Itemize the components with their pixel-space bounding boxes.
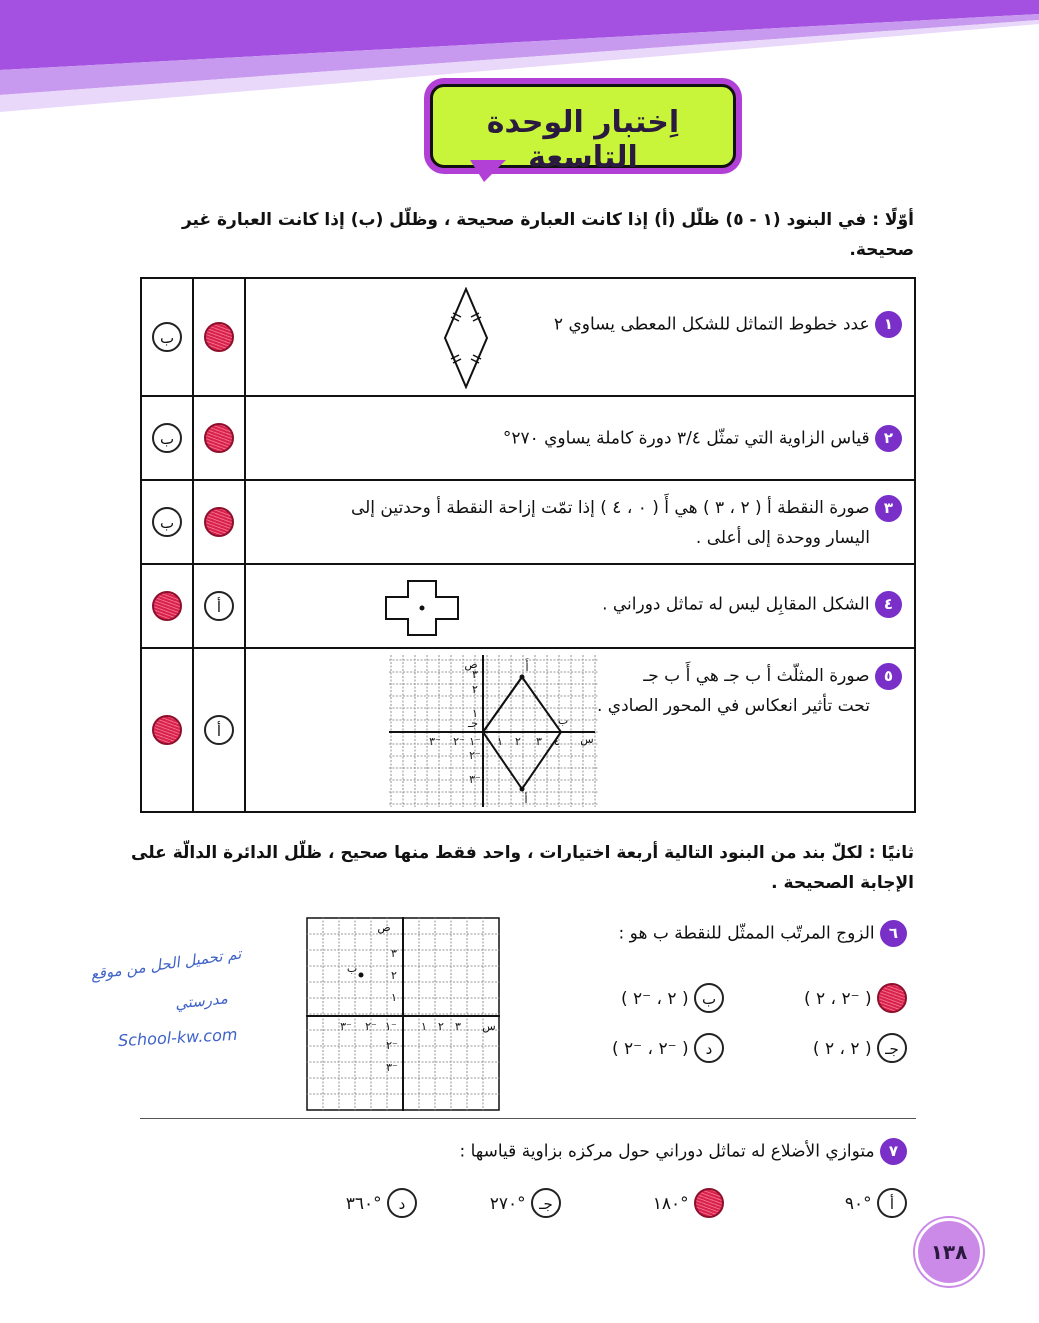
q6-number: ٦ — [880, 920, 907, 947]
q7-option-d[interactable] — [346, 1188, 417, 1218]
q7-text: متوازي الأضلاع له تماثل دوراني حول مركزه بزاوية قياسها : — [459, 1141, 875, 1162]
tick-x-1: ١ — [497, 735, 503, 748]
divider — [140, 1118, 916, 1119]
q6-tick-y1: ١ — [391, 991, 397, 1004]
q6-tick-xn3: ⁻٣ — [340, 1020, 352, 1033]
q7-option-a[interactable] — [845, 1188, 907, 1218]
tick-y-1: ١ — [472, 707, 478, 720]
point-c: جـ — [467, 717, 479, 730]
triangle-reflection-graph — [389, 655, 599, 807]
q7-value-c: °٢٧٠ — [489, 1194, 526, 1214]
tick-yn-2: ⁻٢ — [469, 749, 481, 762]
section1-line1: أوّلًا : في البنود (١ - ٥) ظلّل (أ) إذا كانت العبارة صحيحة ، وظلّل (ب) إذا كانت العبارة غير — [181, 210, 914, 230]
statement-cell — [245, 648, 915, 812]
option-b-cell[interactable] — [141, 564, 193, 648]
tick-xn-1: ⁻١ — [469, 735, 481, 748]
option-a-bubble[interactable]: أ — [204, 591, 234, 621]
tick-y-2: ٢ — [472, 683, 478, 696]
q6-tick-x2: ٢ — [438, 1020, 444, 1033]
q6-value-a: ( ⁻٢ ، ٢ ) — [803, 989, 872, 1009]
q7-value-d: °٣٦٠ — [345, 1194, 382, 1214]
section2-line1: ثانيًا : لكلّ بند من البنود التالية أربعة اختيارات ، واحد فقط منها صحيح ، ظلّل الدائرة الدالّة على — [131, 843, 914, 863]
section1-instruction — [114, 205, 914, 265]
banner-tail — [470, 160, 506, 182]
q7-bubble-b[interactable] — [694, 1188, 724, 1218]
tick-x-4: ٤ — [554, 735, 560, 748]
q6-tick-y3: ٣ — [391, 947, 397, 960]
q7-option-c[interactable] — [490, 1188, 561, 1218]
statement-text-2: اليسار ووحدة إلى أعلى . — [695, 528, 870, 548]
watermark-line1: تم تحميل الحل من موقع — [89, 944, 243, 984]
table-row — [141, 480, 915, 564]
q6-text: الزوج المرتّب الممثّل للنقطة ب هو : — [618, 923, 875, 944]
option-a-bubble[interactable] — [204, 507, 234, 537]
section2-line2: الإجابة الصحيحة . — [771, 873, 914, 893]
q6-axis-y: ص — [377, 921, 391, 934]
point-a-prime: أَ — [525, 661, 529, 674]
option-b-bubble[interactable]: ب — [152, 507, 182, 537]
q6-tick-x3: ٣ — [455, 1020, 461, 1033]
section2-instruction — [114, 838, 914, 898]
q7-bubble-a[interactable]: أ — [877, 1188, 907, 1218]
q6-option-a[interactable] — [804, 983, 907, 1013]
statement-text: صورة المثلّث أ ب جـ هي أَ ب جـ — [643, 666, 870, 686]
q6-bubble-c[interactable]: جـ — [877, 1033, 907, 1063]
q6-option-d[interactable] — [612, 1033, 724, 1063]
tick-y-3: ٣ — [472, 668, 478, 681]
q7-bubble-d[interactable]: د — [387, 1188, 417, 1218]
statement-text: قياس الزاوية التي تمثّل ٣/٤ دورة كاملة يساوي ٢٧٠° — [502, 428, 870, 449]
option-b-bubble[interactable] — [152, 715, 182, 745]
item-number: ١ — [875, 311, 902, 338]
table-row — [141, 564, 915, 648]
q6-tick-y2: ٢ — [391, 969, 397, 982]
item-number: ٥ — [875, 663, 902, 690]
rhombus-figure — [441, 287, 491, 389]
q7-question — [459, 1138, 907, 1165]
cross-figure — [384, 579, 460, 637]
q6-bubble-a[interactable] — [877, 983, 907, 1013]
q6-value-b: ( ٢ ، ⁻٢ ) — [620, 989, 689, 1009]
q6-value-d: ( ⁻٢ ، ⁻٢ ) — [611, 1039, 689, 1059]
statement-cell — [245, 480, 915, 564]
q6-option-c[interactable] — [813, 1033, 907, 1063]
option-b-bubble[interactable]: ب — [152, 322, 182, 352]
page-title: اِختبار الوحدة التاسعة — [486, 105, 680, 175]
q6-graph — [306, 917, 500, 1111]
option-a-cell[interactable] — [193, 480, 245, 564]
title-banner — [430, 84, 736, 175]
option-b-cell[interactable] — [141, 396, 193, 480]
tick-xn-3: ⁻٣ — [429, 735, 441, 748]
item-number: ٤ — [875, 591, 902, 618]
section1-line2: صحيحة. — [849, 240, 914, 260]
option-b-cell[interactable] — [141, 278, 193, 396]
q6-tick-x1: ١ — [421, 1020, 427, 1033]
q6-question — [619, 920, 907, 947]
axis-x-label: س — [580, 733, 594, 746]
q6-tick-yn2: ⁻٢ — [386, 1039, 398, 1052]
page-number: ١٣٨ — [915, 1218, 983, 1286]
q7-number: ٧ — [880, 1138, 907, 1165]
statement-cell — [245, 564, 915, 648]
axis-y-label: ص — [464, 658, 478, 671]
option-b-cell[interactable] — [141, 648, 193, 812]
q6-bubble-d[interactable]: د — [694, 1033, 724, 1063]
option-b-cell[interactable] — [141, 480, 193, 564]
option-a-bubble[interactable] — [204, 322, 234, 352]
option-a-cell[interactable] — [193, 564, 245, 648]
point-a: أ — [524, 793, 528, 806]
q7-value-a: °٩٠ — [844, 1194, 872, 1214]
table-row — [141, 278, 915, 396]
q6-point-b: ب — [346, 962, 358, 975]
statement-text-2: تحت تأثير انعكاس في المحور الصادي . — [596, 696, 870, 716]
statement-text: عدد خطوط التماثل للشكل المعطى يساوي ٢ — [553, 314, 870, 335]
watermark-line2: مدرستي — [174, 989, 229, 1013]
q6-tick-yn3: ⁻٣ — [386, 1061, 398, 1074]
item-number: ٣ — [875, 495, 902, 522]
statement-cell — [245, 396, 915, 480]
q6-tick-xn2: ⁻٢ — [365, 1020, 377, 1033]
option-a-cell[interactable] — [193, 648, 245, 812]
option-b-bubble[interactable] — [152, 591, 182, 621]
option-a-cell[interactable] — [193, 396, 245, 480]
tick-yn-3: ⁻٣ — [469, 773, 481, 786]
item-number: ٢ — [875, 425, 902, 452]
option-a-bubble[interactable] — [204, 423, 234, 453]
table-row — [141, 396, 915, 480]
q6-value-c: ( ٢ ، ٢ ) — [812, 1039, 872, 1059]
point-b: ب — [557, 714, 569, 727]
tick-x-2: ٢ — [515, 735, 521, 748]
q6-axis-x: س — [482, 1020, 496, 1033]
q7-bubble-c[interactable]: جـ — [531, 1188, 561, 1218]
statement-text: صورة النقطة أ ( ٢ ، ٣ ) هي أَ ( ٠ ، ٤ ) إذا تمّت إزاحة النقطة أ وحدتين إلى — [350, 498, 870, 518]
statement-text: الشكل المقابِل ليس له تماثل دوراني . — [602, 594, 870, 615]
option-a-bubble[interactable]: أ — [204, 715, 234, 745]
statement-cell — [245, 278, 915, 396]
q6-tick-xn1: ⁻١ — [385, 1020, 397, 1033]
tick-xn-2: ⁻٢ — [453, 735, 465, 748]
tick-x-3: ٣ — [536, 735, 542, 748]
q7-value-b: °١٨٠ — [652, 1194, 689, 1214]
true-false-table — [140, 277, 916, 813]
q7-option-b[interactable] — [653, 1188, 724, 1218]
watermark-url: School-kw.com — [117, 1024, 238, 1051]
table-row — [141, 648, 915, 812]
option-a-cell[interactable] — [193, 278, 245, 396]
q6-bubble-b[interactable]: ب — [694, 983, 724, 1013]
option-b-bubble[interactable]: ب — [152, 423, 182, 453]
q6-option-b[interactable] — [621, 983, 724, 1013]
